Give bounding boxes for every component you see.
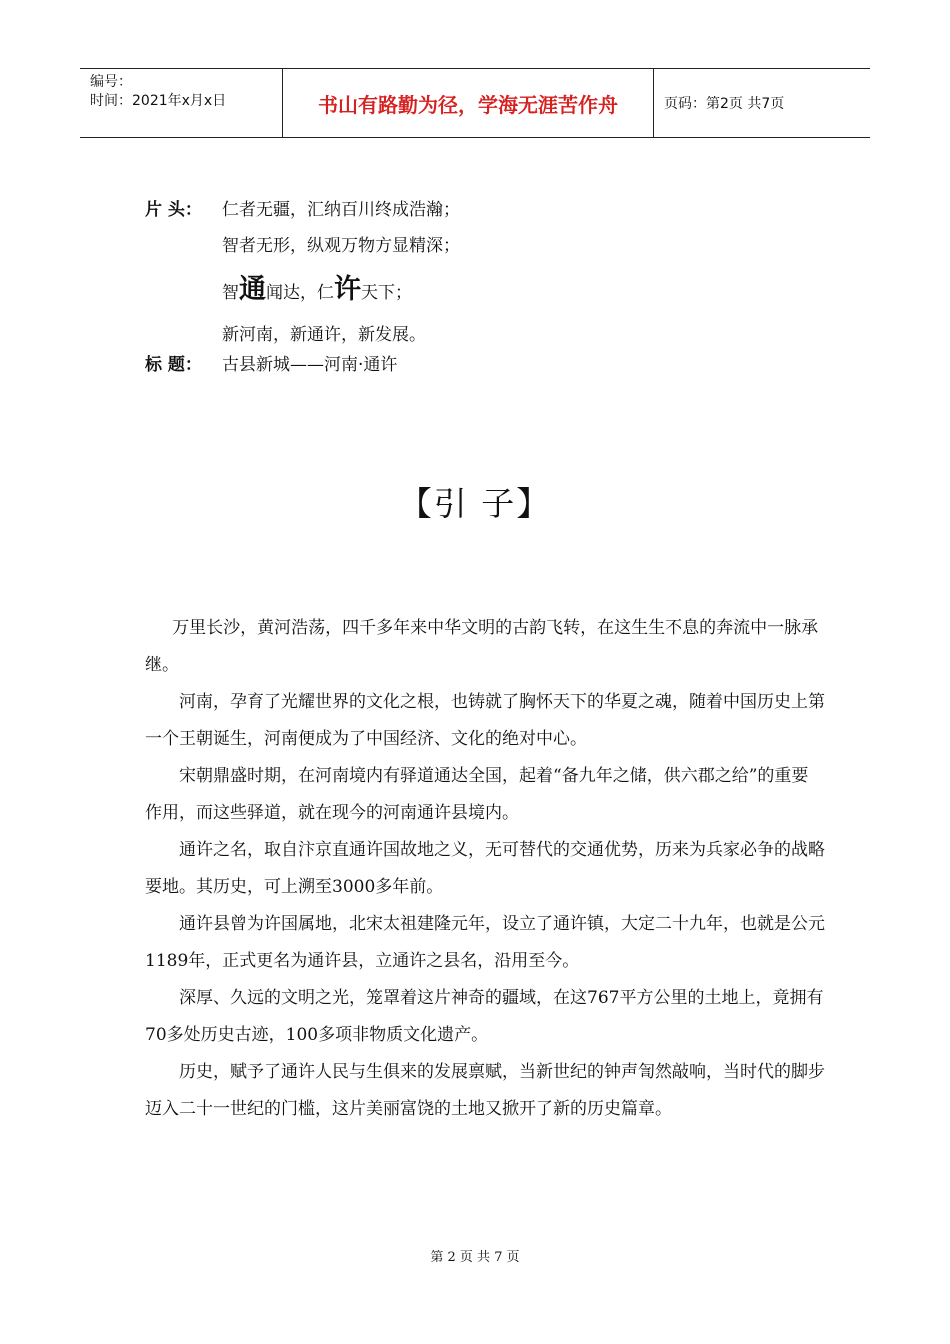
page-footer: 第 2 页 共 7 页 <box>430 1250 520 1265</box>
title-text: 古县新城——河南·通许 <box>222 355 398 375</box>
opening-line-2: 智者无形，纵观万物方显精深； <box>222 236 460 256</box>
paragraph: 通许县曾为许国属地，北宋太祖建隆元年，设立了通许镇，大定二十九年，也就是公元1189年，正式更名为通许县，立通许之县名，沿用至今。 <box>145 914 825 971</box>
paragraph: 万里长沙，黄河浩荡，四千多年来中华文明的古韵飞转，在这生生不息的奔流中一脉承继。 <box>145 618 819 675</box>
emphasis-xu: 许 <box>334 274 361 305</box>
line3-text-c: 天下； <box>361 283 412 303</box>
opening-line-1: 仁者无疆，汇纳百川终成浩瀚； <box>222 200 460 220</box>
opening-row-3 <box>145 275 460 308</box>
line3-text-b: 闻达，仁 <box>266 283 334 303</box>
line3-text-a: 智 <box>222 283 239 303</box>
title-row <box>145 350 460 380</box>
paragraph: 深厚、久远的文明之光，笼罩着这片神奇的疆域，在这767平方公里的土地上，竟拥有70多处历史古迹，100多项非物质文化遗产。 <box>145 988 824 1045</box>
paragraph: 宋朝鼎盛时期，在河南境内有驿道通达全国，起着“备九年之储，供六郡之给”的重要作用，而这些驿道，就在现今的河南通许县境内。 <box>145 766 809 823</box>
document-number: 编号： <box>90 74 132 90</box>
header-page-code: 页码：第2页 共7页 <box>664 96 785 112</box>
credits-block <box>145 195 460 380</box>
paragraph: 通许之名，取自汴京直通许国故地之义，无可替代的交通优势，历来为兵家必争的战略要地。其历史，可上溯至3000多年前。 <box>145 840 825 897</box>
opening-line-4: 新河南，新通许，新发展。 <box>222 325 426 345</box>
header-motto: 书山有路勤为径，学海无涯苦作舟 <box>283 69 654 137</box>
paragraph: 河南，孕育了光耀世界的文化之根，也铸就了胸怀天下的华夏之魂，随着中国历史上第一个王朝诞生，河南便成为了中国经济、文化的绝对中心。 <box>145 692 825 749</box>
header-meta <box>80 69 283 137</box>
document-date: 时间：2021年x月x日 <box>90 93 227 109</box>
paragraph: 历史，赋予了通许人民与生俱来的发展禀赋，当新世纪的钟声訇然敲响，当时代的脚步迈入二十一世纪的门槛，这片美丽富饶的土地又掀开了新的历史篇章。 <box>145 1062 825 1119</box>
opening-label: 片 头： <box>145 200 202 220</box>
page-header <box>80 68 870 138</box>
section-title: 【引 子】 <box>398 484 552 523</box>
emphasis-tong: 通 <box>239 274 266 305</box>
opening-row-1 <box>145 195 460 225</box>
title-label: 标 题： <box>145 355 202 375</box>
body-text <box>145 610 825 1128</box>
